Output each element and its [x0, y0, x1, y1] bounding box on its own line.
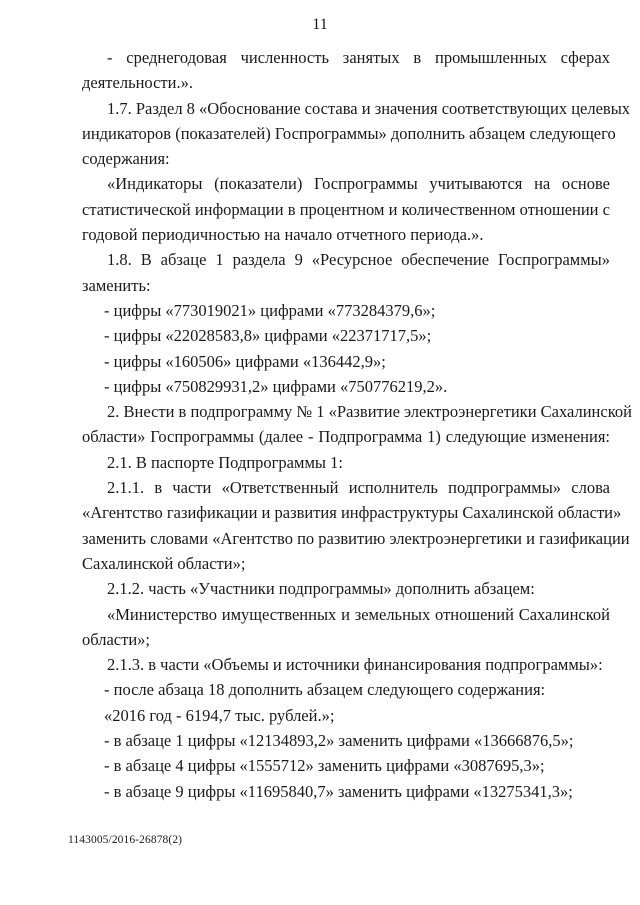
text-line: 1.8. В абзаце 1 раздела 9 «Ресурсное обеспечение Госпрограммы» — [107, 250, 610, 270]
text-line: «2016 год - 6194,7 тыс. рублей.»; — [104, 705, 335, 725]
text-line: индикаторов (показателей) Госпрограммы» дополнить абзацем следующего — [82, 123, 616, 143]
text-line: «Министерство имущественных и земельных отношений Сахалинской — [107, 604, 610, 624]
text-line: «Агентство газификации и развития инфраструктуры Сахалинской области» — [82, 503, 622, 523]
text-line: 2.1.2. часть «Участники подпрограммы» дополнить абзацем: — [107, 579, 535, 599]
text-line: - после абзаца 18 дополнить абзацем следующего содержания: — [104, 680, 546, 700]
text-line: 1.7. Раздел 8 «Обоснование состава и значения соответствующих целевых — [107, 98, 631, 118]
text-line: содержания: — [82, 149, 170, 169]
document-body — [82, 45, 632, 804]
text-line: - в абзаце 4 цифры «1555712» заменить цифрами «3087695,3»; — [104, 756, 545, 776]
text-line: - в абзаце 1 цифры «12134893,2» заменить цифрами «13666876,5»; — [104, 731, 574, 751]
text-line: «Индикаторы (показатели) Госпрограммы учитываются на основе — [107, 174, 610, 194]
text-line: годовой периодичностью на начало отчетного периода.». — [82, 225, 484, 245]
text-line: 2.1.3. в части «Объемы и источники финансирования подпрограммы»: — [107, 655, 603, 675]
text-line: - цифры «750829931,2» цифрами «750776219,2». — [104, 376, 448, 396]
text-line: Сахалинской области»; — [82, 553, 246, 573]
text-line: - цифры «22028583,8» цифрами «22371717,5»; — [104, 326, 432, 346]
text-line: заменить: — [82, 275, 151, 295]
text-line: заменить словами «Агентство по развитию электроэнергетики и газификации — [82, 528, 630, 548]
text-line: 2.1.1. в части «Ответственный исполнитель подпрограммы» слова — [107, 478, 610, 498]
text-line: - цифры «773019021» цифрами «773284379,6»; — [104, 300, 436, 320]
page-number: 11 — [312, 16, 328, 33]
text-line: статистической информации в процентном и количественном отношении с — [82, 199, 610, 219]
text-line: 2.1. В паспорте Подпрограммы 1: — [107, 452, 343, 472]
text-line: деятельности.». — [82, 73, 193, 93]
text-line: - среднегодовая численность занятых в промышленных сферах — [107, 48, 610, 67]
text-line: области»; — [82, 629, 150, 649]
text-line: - в абзаце 9 цифры «11695840,7» заменить цифрами «13275341,3»; — [104, 781, 573, 801]
text-line: - цифры «160506» цифрами «136442,9»; — [104, 351, 386, 371]
text-line: области» Госпрограммы (далее - Подпрограмма 1) следующие изменения: — [82, 427, 610, 447]
document-registration-code: 1143005/2016-26878(2) — [68, 834, 183, 846]
text-line: 2. Внести в подпрограмму № 1 «Развитие электроэнергетики Сахалинской — [107, 402, 632, 422]
